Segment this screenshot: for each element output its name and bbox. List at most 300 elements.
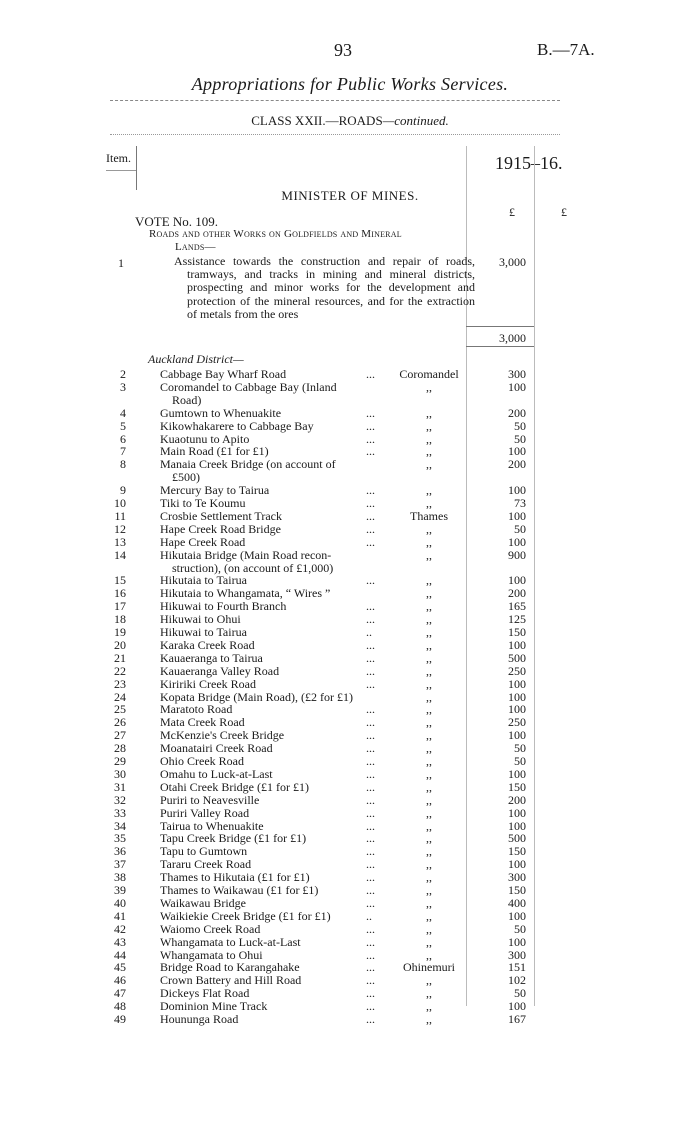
leader-dots: ... bbox=[366, 418, 375, 433]
county-name: ,, bbox=[426, 883, 432, 897]
leader-dots: ... bbox=[366, 986, 375, 1001]
table-row bbox=[0, 820, 700, 833]
table-row bbox=[0, 536, 700, 549]
table-row bbox=[0, 936, 700, 949]
section-title: MINISTER OF MINES. bbox=[281, 188, 419, 203]
county-name: ,, bbox=[426, 766, 432, 781]
item-name: Bridge Road to Karangahake bbox=[160, 960, 300, 975]
leader-dots: ... bbox=[366, 367, 375, 381]
item-amount: 300 bbox=[508, 367, 526, 381]
item-number: 8 bbox=[120, 457, 126, 472]
item-name: Dickeys Flat Road bbox=[160, 986, 250, 1001]
table-row bbox=[0, 961, 700, 974]
total-rule-bottom bbox=[466, 346, 534, 347]
item-amount: 100 bbox=[508, 999, 526, 1014]
item-name: Hape Creek Road Bridge bbox=[160, 521, 281, 536]
item-name: Gumtown to Whenuakite bbox=[160, 405, 282, 420]
item-name: Road) bbox=[160, 392, 202, 407]
item-name: Coromandel to Cabbage Bay (Inland bbox=[160, 379, 337, 394]
item-number: 22 bbox=[114, 663, 126, 678]
item-amount: 400 bbox=[508, 895, 526, 910]
item-name: £500) bbox=[160, 470, 200, 485]
item-number: 19 bbox=[114, 625, 126, 639]
item-number: 31 bbox=[114, 779, 126, 794]
county-name: ,, bbox=[426, 844, 432, 859]
item-amount: 151 bbox=[508, 960, 526, 975]
county-name: ,, bbox=[426, 779, 432, 794]
item-amount: 50 bbox=[514, 754, 526, 768]
table-row bbox=[0, 884, 700, 897]
item-amount: 100 bbox=[508, 908, 526, 923]
table-row bbox=[0, 858, 700, 871]
table-row bbox=[0, 639, 700, 652]
item-name: McKenzie's Creek Bridge bbox=[160, 728, 285, 743]
document-reference: B.—7A. bbox=[537, 40, 595, 59]
item-name: Mata Creek Road bbox=[160, 715, 245, 730]
item-amount: 50 bbox=[514, 521, 526, 536]
leader-dots: ... bbox=[366, 444, 375, 459]
item-number: 9 bbox=[120, 483, 126, 498]
item-name: struction), (on account of £1,000) bbox=[160, 560, 334, 575]
vote-item-description: Assistance towards the construction and repair of roads, tramways, and tracks in mining and mineral districts, prospecting and minor works for the development and protection of the mineral resources, and for the extraction of metals from the ores bbox=[174, 254, 475, 321]
table-row bbox=[0, 987, 700, 1000]
county-name: ,, bbox=[426, 586, 432, 601]
table-row bbox=[0, 678, 700, 691]
table-row bbox=[0, 716, 700, 729]
county-name: ,, bbox=[426, 650, 432, 665]
county-name: ,, bbox=[426, 496, 432, 510]
item-name: Moanatairi Creek Road bbox=[160, 741, 273, 756]
leader-dots: ... bbox=[366, 818, 375, 833]
county-name: ,, bbox=[426, 702, 432, 717]
county-name: ,, bbox=[426, 637, 432, 652]
table-row bbox=[0, 497, 700, 510]
county-name: ,, bbox=[426, 715, 432, 730]
table-row bbox=[0, 471, 700, 484]
vote-title-line-1: Roads and other Works on Goldfields and Mineral bbox=[149, 228, 402, 240]
leader-dots: ... bbox=[366, 921, 375, 936]
county-name: ,, bbox=[426, 599, 432, 614]
item-number: 6 bbox=[120, 431, 126, 446]
county-name: ,, bbox=[426, 521, 432, 536]
county-name: ,, bbox=[426, 663, 432, 678]
item-amount: 100 bbox=[508, 444, 526, 459]
county-name: Thames bbox=[410, 508, 448, 523]
item-name: Karaka Creek Road bbox=[160, 637, 255, 652]
item-name: Waikiekie Creek Bridge (£1 for £1) bbox=[160, 908, 331, 923]
county-name: ,, bbox=[426, 457, 432, 472]
county-name: ,, bbox=[426, 676, 432, 691]
item-amount: 50 bbox=[514, 921, 526, 936]
page-number: 93 bbox=[334, 40, 352, 60]
item-number: 27 bbox=[114, 728, 126, 743]
item-name: Waiomo Creek Road bbox=[160, 921, 261, 936]
item-name: Crown Battery and Hill Road bbox=[160, 973, 302, 988]
item-number: 11 bbox=[114, 508, 126, 523]
item-name: Crosbie Settlement Track bbox=[160, 508, 282, 523]
item-amount: 50 bbox=[514, 431, 526, 446]
county-name: ,, bbox=[426, 547, 432, 562]
leader-dots: ... bbox=[366, 754, 375, 768]
table-row bbox=[0, 484, 700, 497]
item-name: Otahi Creek Bridge (£1 for £1) bbox=[160, 779, 309, 794]
leader-dots: ... bbox=[366, 508, 375, 523]
leader-dots: ... bbox=[366, 805, 375, 820]
leader-dots: ... bbox=[366, 947, 375, 962]
leader-dots: ... bbox=[366, 1012, 375, 1026]
table-row bbox=[0, 1000, 700, 1013]
item-number: 30 bbox=[114, 766, 126, 781]
leader-dots: ... bbox=[366, 663, 375, 678]
table-row bbox=[0, 368, 700, 381]
table-row bbox=[0, 1013, 700, 1026]
item-name: Whangamata to Luck-at-Last bbox=[160, 934, 301, 949]
table-row bbox=[0, 445, 700, 458]
table-row bbox=[0, 742, 700, 755]
item-amount: 200 bbox=[508, 405, 526, 420]
item-name: Tairua to Whenuakite bbox=[160, 818, 264, 833]
item-number: 45 bbox=[114, 960, 126, 975]
item-amount: 100 bbox=[508, 689, 526, 704]
leader-dots: ... bbox=[366, 650, 375, 665]
item-number: 49 bbox=[114, 1012, 126, 1026]
county-name: ,, bbox=[426, 947, 432, 962]
item-amount: 100 bbox=[508, 573, 526, 588]
item-column-header: Item. bbox=[106, 151, 131, 165]
table-row bbox=[0, 626, 700, 639]
class-heading-continued: —continued. bbox=[382, 113, 449, 128]
item-number: 36 bbox=[114, 844, 126, 859]
county-name: ,, bbox=[426, 625, 432, 639]
item-number: 44 bbox=[114, 947, 126, 962]
item-amount: 100 bbox=[508, 818, 526, 833]
class-heading-text: CLASS XXII.—ROADS bbox=[251, 113, 383, 128]
table-row bbox=[0, 794, 700, 807]
item-name: Hoununga Road bbox=[160, 1012, 239, 1026]
leader-dots: ... bbox=[366, 792, 375, 807]
item-name: Manaia Creek Bridge (on account of bbox=[160, 457, 336, 472]
item-number: 33 bbox=[114, 805, 126, 820]
leader-dots: ... bbox=[366, 715, 375, 730]
county-name: ,, bbox=[426, 534, 432, 549]
item-amount: 200 bbox=[508, 792, 526, 807]
item-name: Tapu to Gumtown bbox=[160, 844, 248, 859]
table-row bbox=[0, 587, 700, 600]
item-name: Tararu Creek Road bbox=[160, 857, 252, 872]
county-name: Ohinemuri bbox=[403, 960, 455, 975]
leader-dots: ... bbox=[366, 973, 375, 988]
item-number: 5 bbox=[120, 418, 126, 433]
leader-dots: .. bbox=[366, 625, 372, 639]
item-amount: 100 bbox=[508, 676, 526, 691]
item-number: 39 bbox=[114, 883, 126, 897]
county-name: ,, bbox=[426, 895, 432, 910]
item-amount: 102 bbox=[508, 973, 526, 988]
total-rule-top bbox=[466, 326, 534, 327]
item-amount: 167 bbox=[508, 1012, 526, 1026]
table-row bbox=[0, 407, 700, 420]
item-name: Puriri to Neavesville bbox=[160, 792, 260, 807]
county-name: ,, bbox=[426, 405, 432, 420]
county-name: ,, bbox=[426, 999, 432, 1014]
county-name: ,, bbox=[426, 431, 432, 446]
item-name: Kiririki Creek Road bbox=[160, 676, 256, 691]
item-amount: 100 bbox=[508, 702, 526, 717]
item-amount: 100 bbox=[508, 508, 526, 523]
county-name: ,, bbox=[426, 986, 432, 1001]
county-name: ,, bbox=[426, 754, 432, 768]
item-column-divider bbox=[136, 146, 137, 190]
table-row bbox=[0, 755, 700, 768]
item-amount: 100 bbox=[508, 483, 526, 498]
item-number: 32 bbox=[114, 792, 126, 807]
county-name: ,, bbox=[426, 818, 432, 833]
item-number: 40 bbox=[114, 895, 126, 910]
leader-dots: ... bbox=[366, 960, 375, 975]
county-name: ,, bbox=[426, 908, 432, 923]
county-name: ,, bbox=[426, 934, 432, 949]
item-number: 3 bbox=[120, 379, 126, 394]
item-number: 14 bbox=[114, 547, 126, 562]
item-number: 2 bbox=[120, 367, 126, 381]
item-amount: 100 bbox=[508, 379, 526, 394]
item-number: 28 bbox=[114, 741, 126, 756]
item-amount: 500 bbox=[508, 650, 526, 665]
table-row bbox=[0, 420, 700, 433]
leader-dots: ... bbox=[366, 431, 375, 446]
vote-item-number: 1 bbox=[118, 256, 124, 270]
item-name: Mercury Bay to Tairua bbox=[160, 483, 270, 498]
item-amount: 100 bbox=[508, 805, 526, 820]
item-name: Ohio Creek Road bbox=[160, 754, 244, 768]
leader-dots: ... bbox=[366, 766, 375, 781]
county-name: ,, bbox=[426, 483, 432, 498]
county-name: ,, bbox=[426, 418, 432, 433]
table-row bbox=[0, 562, 700, 575]
item-name: Cabbage Bay Wharf Road bbox=[160, 367, 287, 381]
county-name: ,, bbox=[426, 973, 432, 988]
item-amount: 100 bbox=[508, 934, 526, 949]
table-row bbox=[0, 574, 700, 587]
table-row bbox=[0, 691, 700, 704]
table-row bbox=[0, 897, 700, 910]
leader-dots: ... bbox=[366, 999, 375, 1014]
class-heading bbox=[0, 113, 700, 129]
item-amount: 50 bbox=[514, 418, 526, 433]
item-number: 35 bbox=[114, 831, 126, 846]
leader-dots: ... bbox=[366, 702, 375, 717]
item-number: 34 bbox=[114, 818, 126, 833]
item-amount: 200 bbox=[508, 457, 526, 472]
item-number: 29 bbox=[114, 754, 126, 768]
item-number: 15 bbox=[114, 573, 126, 588]
county-name: ,, bbox=[426, 831, 432, 846]
currency-symbol-col2: £ bbox=[561, 205, 567, 219]
item-name: Waikawau Bridge bbox=[160, 895, 247, 910]
county-name: ,, bbox=[426, 573, 432, 588]
item-number: 23 bbox=[114, 676, 126, 691]
leader-dots: ... bbox=[366, 676, 375, 691]
county-name: ,, bbox=[426, 921, 432, 936]
item-amount: 165 bbox=[508, 599, 526, 614]
leader-dots: ... bbox=[366, 496, 375, 510]
item-amount: 150 bbox=[508, 883, 526, 897]
leader-dots: ... bbox=[366, 483, 375, 498]
item-name: Tapu Creek Bridge (£1 for £1) bbox=[160, 831, 307, 846]
item-number: 12 bbox=[114, 521, 126, 536]
leader-dots: .. bbox=[366, 908, 372, 923]
item-header-rule bbox=[106, 170, 136, 171]
item-number: 24 bbox=[114, 689, 126, 704]
item-name: Hikuwai to Ohui bbox=[160, 612, 241, 627]
item-amount: 300 bbox=[508, 947, 526, 962]
item-number: 37 bbox=[114, 857, 126, 872]
item-amount: 150 bbox=[508, 625, 526, 639]
county-name: ,, bbox=[426, 1012, 432, 1026]
item-amount: 150 bbox=[508, 844, 526, 859]
item-amount: 100 bbox=[508, 637, 526, 652]
table-row bbox=[0, 394, 700, 407]
leader-dots: ... bbox=[366, 883, 375, 897]
item-amount: 900 bbox=[508, 547, 526, 562]
header-rule bbox=[110, 100, 560, 101]
item-name: Omahu to Luck-at-Last bbox=[160, 766, 273, 781]
item-name: Kikowhakarere to Cabbage Bay bbox=[160, 418, 314, 433]
leader-dots: ... bbox=[366, 857, 375, 872]
table-row bbox=[0, 510, 700, 523]
item-name: Hikutaia to Whangamata, “ Wires ” bbox=[160, 586, 331, 601]
table-row bbox=[0, 652, 700, 665]
item-name: Kuaotunu to Apito bbox=[160, 431, 250, 446]
county-name: ,, bbox=[426, 792, 432, 807]
table-row bbox=[0, 549, 700, 562]
leader-dots: ... bbox=[366, 405, 375, 420]
leader-dots: ... bbox=[366, 895, 375, 910]
item-amount: 50 bbox=[514, 986, 526, 1001]
leader-dots: ... bbox=[366, 870, 375, 885]
item-amount: 500 bbox=[508, 831, 526, 846]
county-name: Coromandel bbox=[399, 367, 459, 381]
item-number: 17 bbox=[114, 599, 126, 614]
item-number: 38 bbox=[114, 870, 126, 885]
table-row bbox=[0, 871, 700, 884]
table-row bbox=[0, 729, 700, 742]
leader-dots: ... bbox=[366, 844, 375, 859]
item-amount: 200 bbox=[508, 586, 526, 601]
page-title: Appropriations for Public Works Services. bbox=[191, 74, 509, 94]
class-rule bbox=[110, 134, 560, 135]
item-number: 26 bbox=[114, 715, 126, 730]
county-name: ,, bbox=[426, 689, 432, 704]
item-amount: 100 bbox=[508, 766, 526, 781]
item-number: 13 bbox=[114, 534, 126, 549]
county-name: ,, bbox=[426, 612, 432, 627]
leader-dots: ... bbox=[366, 599, 375, 614]
item-name: Dominion Mine Track bbox=[160, 999, 268, 1014]
item-name: Whangamata to Ohui bbox=[160, 947, 263, 962]
table-row bbox=[0, 807, 700, 820]
leader-dots: ... bbox=[366, 534, 375, 549]
item-number: 47 bbox=[114, 986, 126, 1001]
leader-dots: ... bbox=[366, 728, 375, 743]
item-number: 20 bbox=[114, 637, 126, 652]
item-amount: 50 bbox=[514, 741, 526, 756]
item-name: Hikuwai to Tairua bbox=[160, 625, 247, 639]
item-name: Hikutaia Bridge (Main Road recon- bbox=[160, 547, 332, 562]
table-row bbox=[0, 923, 700, 936]
table-row bbox=[0, 523, 700, 536]
year-column-header: 1915–16. bbox=[495, 153, 563, 173]
leader-dots: ... bbox=[366, 521, 375, 536]
item-number: 46 bbox=[114, 973, 126, 988]
table-row bbox=[0, 381, 700, 394]
item-amount: 250 bbox=[508, 663, 526, 678]
item-amount: 100 bbox=[508, 728, 526, 743]
item-number: 16 bbox=[114, 586, 126, 601]
leader-dots: ... bbox=[366, 779, 375, 794]
item-number: 21 bbox=[114, 650, 126, 665]
currency-symbol-col1: £ bbox=[509, 205, 515, 219]
table-row bbox=[0, 768, 700, 781]
county-name: ,, bbox=[426, 379, 432, 394]
county-name: ,, bbox=[426, 870, 432, 885]
item-name: Kopata Bridge (Main Road), (£2 for £1) bbox=[160, 689, 353, 704]
county-name: ,, bbox=[426, 444, 432, 459]
item-number: 4 bbox=[120, 405, 126, 420]
item-name: Hape Creek Road bbox=[160, 534, 246, 549]
leader-dots: ... bbox=[366, 612, 375, 627]
vote-item-amount: 3,000 bbox=[499, 255, 526, 269]
vote-total: 3,000 bbox=[499, 331, 526, 345]
item-name: Kauaeranga Valley Road bbox=[160, 663, 280, 678]
item-number: 7 bbox=[120, 444, 126, 459]
leader-dots: ... bbox=[366, 637, 375, 652]
item-name: Main Road (£1 for £1) bbox=[160, 444, 269, 459]
item-number: 25 bbox=[114, 702, 126, 717]
table-row bbox=[0, 665, 700, 678]
district-heading: Auckland District— bbox=[148, 352, 244, 366]
vote-title-line-2: Lands— bbox=[175, 241, 216, 253]
item-name: Kauaeranga to Tairua bbox=[160, 650, 263, 665]
item-number: 41 bbox=[114, 908, 126, 923]
item-number: 43 bbox=[114, 934, 126, 949]
table-row bbox=[0, 458, 700, 471]
table-row bbox=[0, 600, 700, 613]
item-name: Hikuwai to Fourth Branch bbox=[160, 599, 287, 614]
item-name: Maratoto Road bbox=[160, 702, 233, 717]
county-name: ,, bbox=[426, 805, 432, 820]
vote-title bbox=[149, 228, 479, 254]
county-name: ,, bbox=[426, 741, 432, 756]
item-number: 10 bbox=[114, 496, 126, 510]
leader-dots: ... bbox=[366, 741, 375, 756]
item-name: Hikutaia to Tairua bbox=[160, 573, 247, 588]
item-number: 42 bbox=[114, 921, 126, 936]
table-row bbox=[0, 910, 700, 923]
item-amount: 73 bbox=[514, 496, 526, 510]
table-row bbox=[0, 974, 700, 987]
table-row bbox=[0, 433, 700, 446]
leader-dots: ... bbox=[366, 573, 375, 588]
table-row bbox=[0, 613, 700, 626]
item-amount: 100 bbox=[508, 857, 526, 872]
item-name: Thames to Hikutaia (£1 for £1) bbox=[160, 870, 310, 885]
table-row bbox=[0, 949, 700, 962]
table-row bbox=[0, 832, 700, 845]
leader-dots: ... bbox=[366, 831, 375, 846]
item-number: 48 bbox=[114, 999, 126, 1014]
item-amount: 300 bbox=[508, 870, 526, 885]
